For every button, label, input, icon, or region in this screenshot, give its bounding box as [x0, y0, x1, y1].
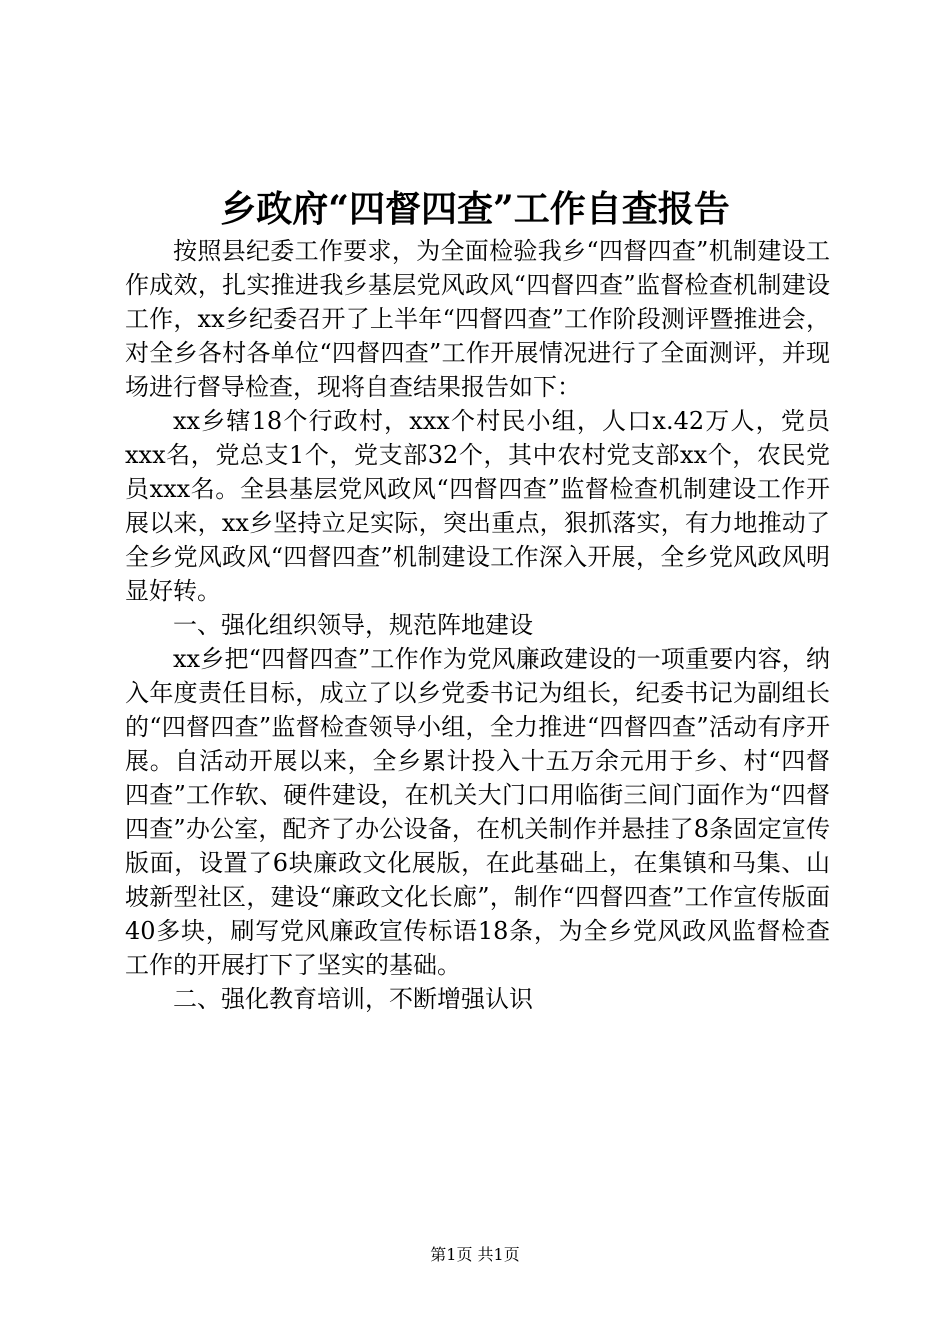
- document-title: 乡政府“四督四查”工作自查报告: [220, 188, 730, 230]
- paragraph-overview: xx乡辖18个行政村，xxx个村民小组，人口x.42万人，党员xxx名，党总支1个，党支部32个，其中农村党支部xx个，农民党员xxx名。全县基层党风政风“四督四查”监督检查机制建设工作开展以来，xx乡坚持立足实际，突出重点，狠抓落实，有力地推动了全乡党风政风“四督四查”机制建设工作深入开展，全乡党风政风明显好转。: [125, 407, 830, 605]
- section-heading-2: 二、强化教育培训，不断增强认识: [173, 985, 533, 1013]
- document-body: [125, 234, 830, 1016]
- paragraph-section-1: xx乡把“四督四查”工作作为党风廉政建设的一项重要内容，纳入年度责任目标，成立了以乡党委书记为组长，纪委书记为副组长的“四督四查”监督检查领导小组，全力推进“四督四查”活动有序开展。自活动开展以来，全乡累计投入十五万余元用于乡、村“四督四查”工作软、硬件建设，在机关大门口用临街三间门面作为“四督四查”办公室，配齐了办公设备，在机关制作并悬挂了8条固定宣传版面，设置了6块廉政文化展版，在此基础上，在集镇和马集、山坡新型社区，建设“廉政文化长廊”，制作“四督四查”工作宣传版面40多块，刷写党风廉政宣传标语18条，为全乡党风政风监督检查工作的开展打下了坚实的基础。: [125, 645, 830, 979]
- section-heading-1: 一、强化组织领导，规范阵地建设: [173, 611, 533, 639]
- paragraph-intro: 按照县纪委工作要求，为全面检验我乡“四督四查”机制建设工作成效，扎实推进我乡基层党风政风“四督四查”监督检查机制建设工作，xx乡纪委召开了上半年“四督四查”工作阶段测评暨推进会，对全乡各村各单位“四督四查”工作开展情况进行了全面测评，并现场进行督导检查，现将自查结果报告如下：: [125, 237, 830, 401]
- page-footer: 第1页 共1页: [430, 1245, 520, 1264]
